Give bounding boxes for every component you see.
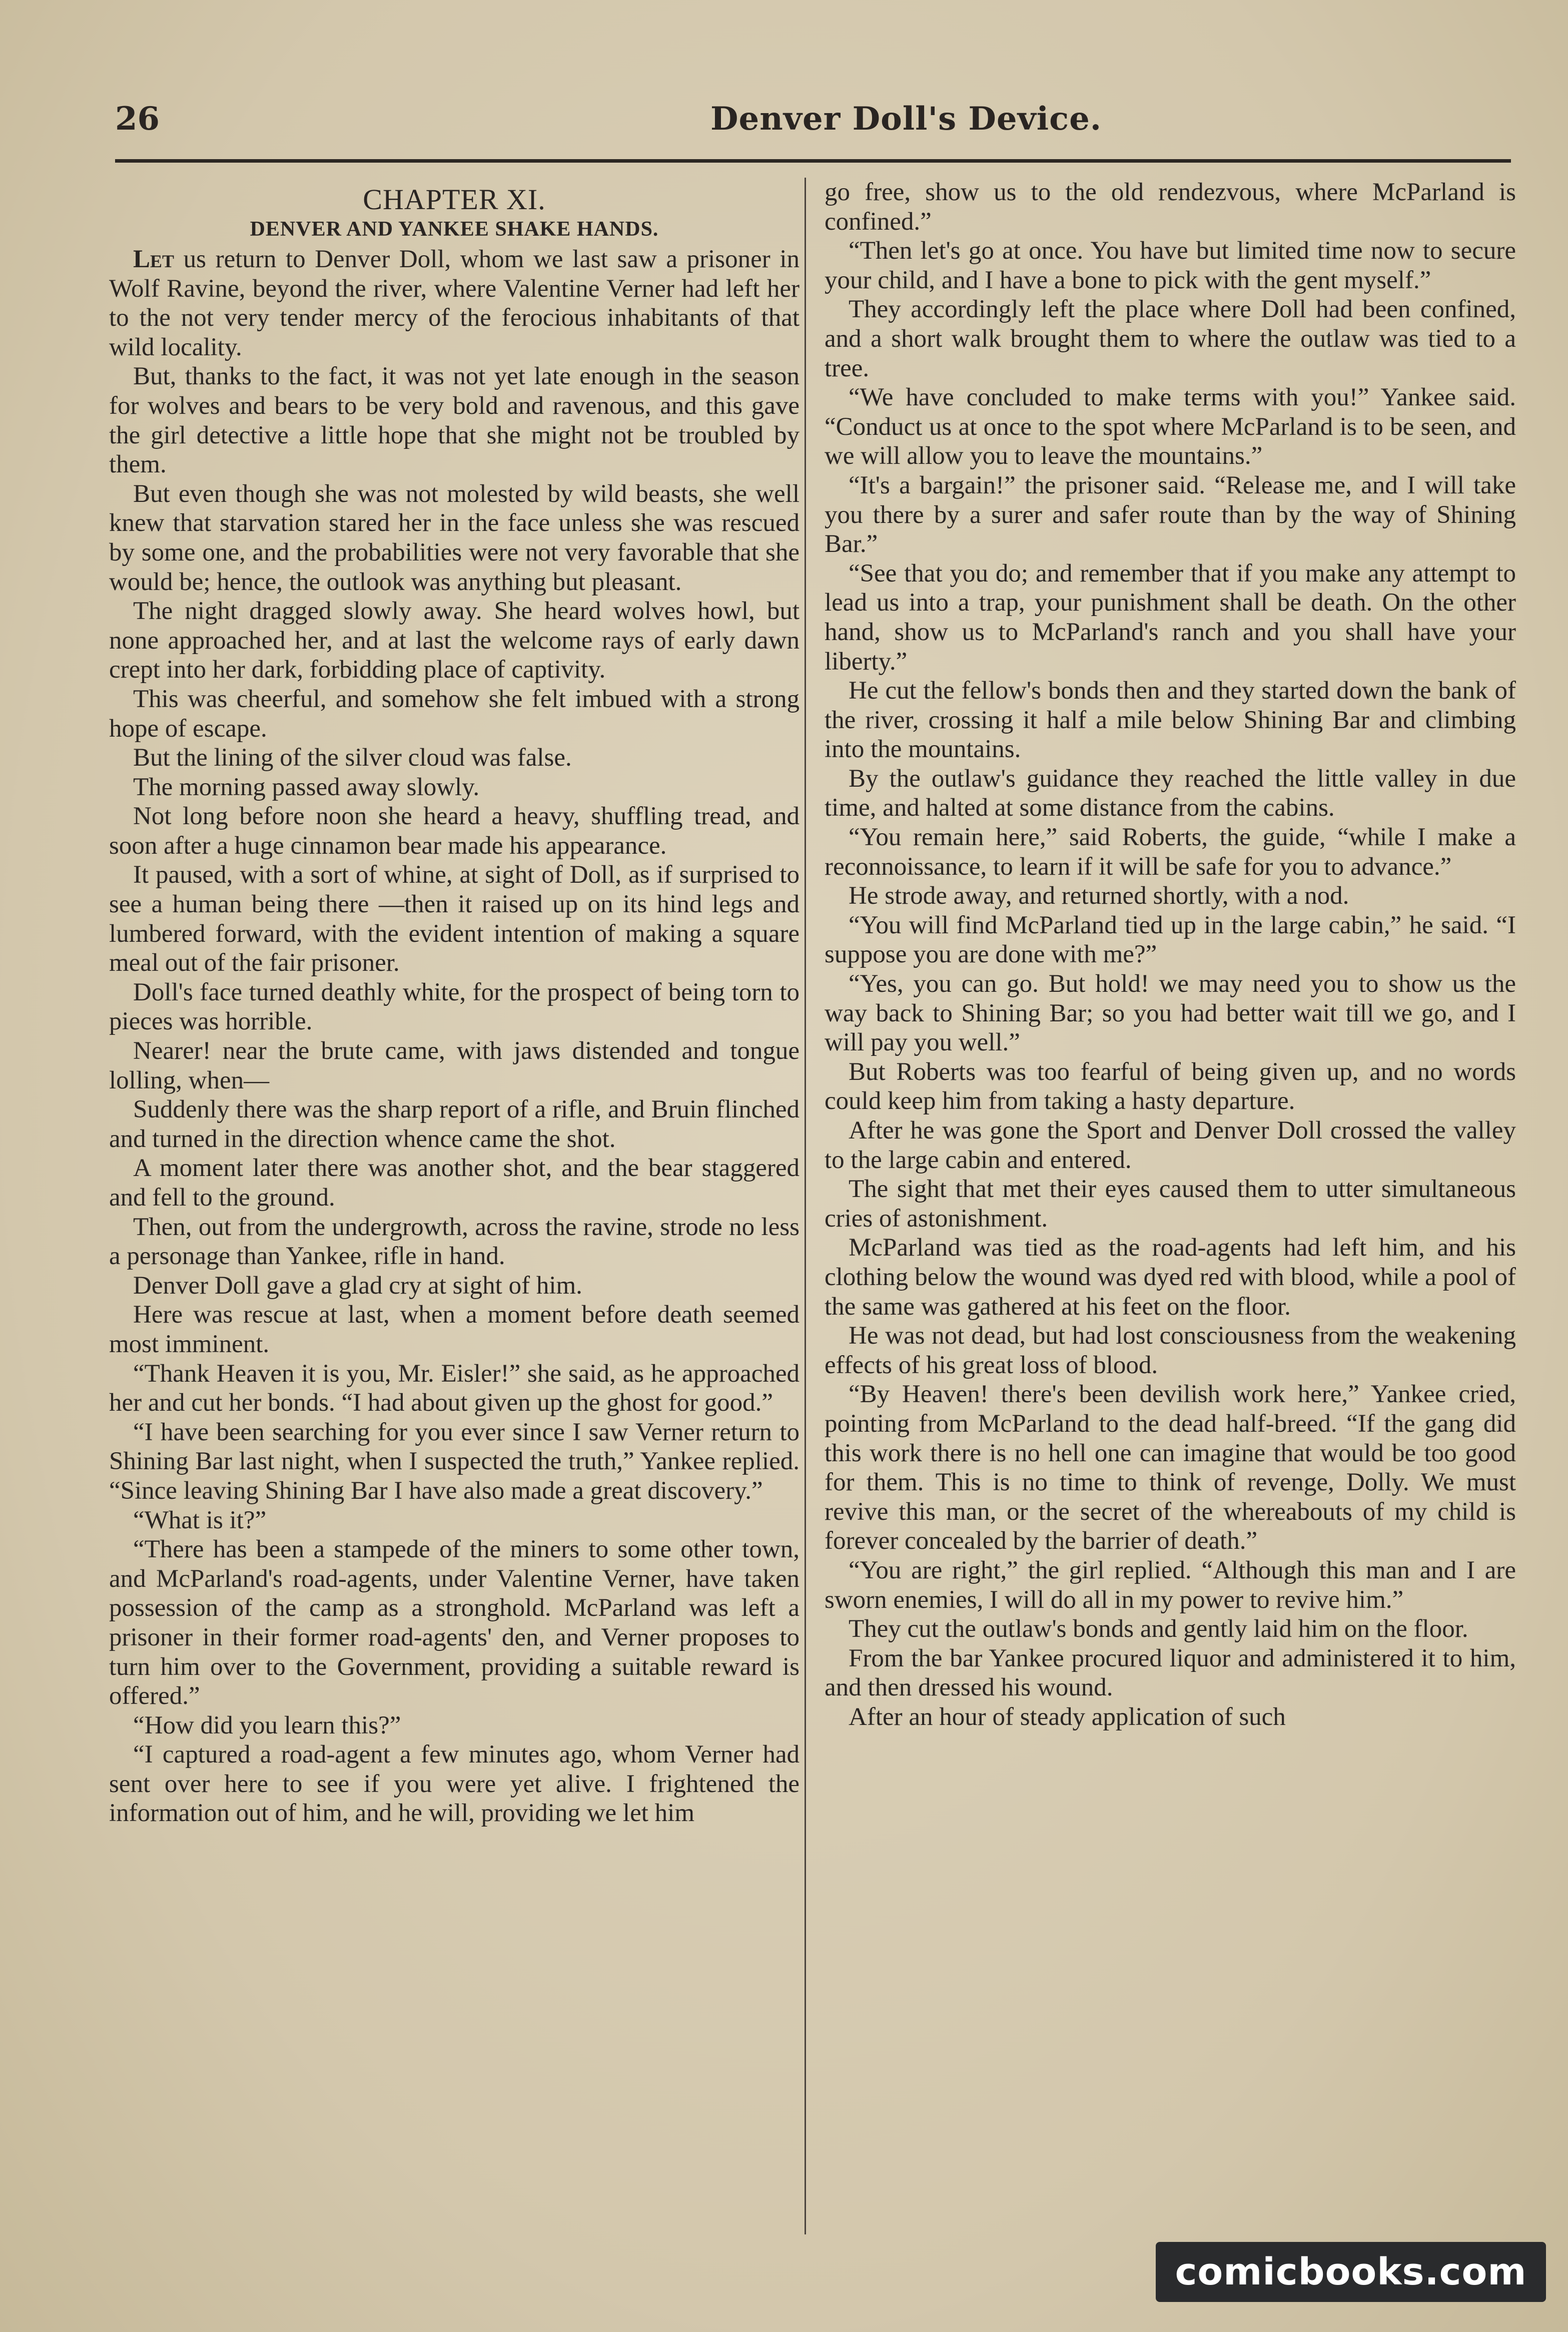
paragraph: After an hour of steady application of such [849,1702,1286,1731]
paragraph: Not long before noon she heard a heavy, shuffling tread, and soon after a huge cinnamon bear made his appearance. [109,802,800,860]
paragraph: “Thank Heaven it is you, Mr. Eisler!” she said, as he approached her and cut her bonds. “I had about given up the ghost for good.” [109,1359,800,1417]
header-rule [115,159,1511,163]
paragraph: Here was rescue at last, when a moment before death seemed most imminent. [109,1301,800,1358]
paragraph: The sight that met their eyes caused them to utter simultaneous cries of astonishment. [825,1175,1516,1233]
column-divider [805,178,806,2234]
page-number: 26 [115,100,160,138]
paragraph: McParland was tied as the road-agents had left him, and his clothing below the wound was dyed red with blood, while a pool of the same was gathered at his feet on the floor. [825,1234,1516,1321]
paragraph: “What is it?” [133,1506,267,1534]
paragraph: They cut the outlaw's bonds and gently laid him on the floor. [849,1615,1468,1643]
paragraph: By the outlaw's guidance they reached the little valley in due time, and halted at some distance from the cabins. [825,764,1516,822]
right-column [825,178,1516,1731]
paragraph: He strode away, and returned shortly, with a nod. [849,882,1349,910]
paragraph: “You are right,” the girl replied. “Although this man and I are sworn enemies, I will do all in my power to revive him.” [825,1556,1516,1614]
paragraph: “We have concluded to make terms with you!” Yankee said. “Conduct us at once to the spot where McParland is to be seen, and we will allow you to leave the mountains.” [825,383,1516,470]
drop-word: Let [133,245,175,273]
paragraph: A moment later there was another shot, and the bear staggered and fell to the ground. [109,1154,800,1212]
paragraph: go free, show us to the old rendezvous, where McParland is confined.” [825,178,1516,236]
paragraph: But even though she was not molested by wild beasts, she well knew that starvation stared her in the face unless she was rescued by some one, and the probabilities were not very favorable that she would be; hence, the outlook was anything but pleasant. [109,479,800,596]
paragraph: Doll's face turned deathly white, for the prospect of being torn to pieces was horrible. [109,978,800,1036]
paragraph: “There has been a stampede of the miners to some other town, and McParland's road-agents, under Valentine Verner, have taken possession of the camp as a stronghold. McParland was left a prisoner in their former road-agents' den, and Verner proposes to turn him over to the Government, providing a suitable reward is offered.” [109,1535,800,1710]
paragraph: The morning passed away slowly. [133,773,480,801]
paragraph: After he was gone the Sport and Denver Doll crossed the valley to the large cabin and entered. [825,1116,1516,1174]
paragraph: Suddenly there was the sharp report of a rifle, and Bruin flinched and turned in the direction whence came the shot. [109,1095,800,1153]
paragraph-text: us return to Denver Doll, whom we last saw a prisoner in Wolf Ravine, beyond the river, where Valentine Verner had left her to the not very tender mercy of the ferocious inhabitants of that wild locality. [109,245,800,361]
paragraph: He cut the fellow's bonds then and they started down the bank of the river, crossing it half a mile below Shining Bar and climbing into the mountains. [825,677,1516,764]
left-column [109,178,800,1828]
paragraph: They accordingly left the place where Doll had been confined, and a short walk brought them to where the outlaw was tied to a tree. [825,295,1516,382]
paragraph: “I have been searching for you ever since I saw Verner return to Shining Bar last night, when I suspected the truth,” Yankee replied. “Since leaving Shining Bar I have also made a great discovery.” [109,1418,800,1505]
watermark-badge: comicbooks.com [1156,2242,1546,2302]
paragraph: “You will find McParland tied up in the large cabin,” he said. “I suppose you are done with me?” [825,911,1516,969]
paragraph: This was cheerful, and somehow she felt imbued with a strong hope of escape. [109,685,800,743]
paragraph: But, thanks to the fact, it was not yet late enough in the season for wolves and bears to be very bold and ravenous, and this gave the girl detective a little hope that she might not be troubled by them. [109,362,800,479]
paragraph: “I captured a road-agent a few minutes ago, whom Verner had sent over here to see if you were yet alive. I frightened the information out of him, and he will, providing we let him [109,1740,800,1828]
paragraph: Nearer! near the brute came, with jaws distended and tongue lolling, when— [109,1037,800,1094]
paragraph: “Yes, you can go. But hold! we may need you to show us the way back to Shining Bar; so you had better wait till we go, and I will pay you well.” [825,970,1516,1057]
paragraph: “Then let's go at once. You have but limited time now to secure your child, and I have a bone to pick with the gent myself.” [825,237,1516,294]
paragraph: “How did you learn this?” [133,1711,401,1739]
paragraph: He was not dead, but had lost consciousness from the weakening effects of his great loss of blood. [825,1322,1516,1379]
paragraph: “It's a bargain!” the prisoner said. “Release me, and I will take you there by a surer and safer route than by the way of Shining Bar.” [825,471,1516,558]
paragraph: It paused, with a sort of whine, at sight of Doll, as if surprised to see a human being there —then it raised up on its hind legs and lumbered forward, with the evident intention of making a square meal out of the fair prisoner. [109,861,800,977]
running-title: Denver Doll's Device. [710,100,1102,138]
page-header [115,100,1506,155]
paragraph: Then, out from the undergrowth, across the ravine, strode no less a personage than Yankee, rifle in hand. [109,1213,800,1271]
paragraph: From the bar Yankee procured liquor and administered it to him, and then dressed his wound. [825,1644,1516,1702]
paragraph: Denver Doll gave a glad cry at sight of him. [133,1271,582,1300]
chapter-title: CHAPTER XI. [363,183,546,216]
paragraph [109,245,800,362]
paragraph: But the lining of the silver cloud was false. [133,744,572,772]
paragraph: “You remain here,” said Roberts, the guide, “while I make a reconnoissance, to learn if it will be safe for you to advance.” [825,823,1516,881]
paragraph: But Roberts was too fearful of being given up, and no words could keep him from taking a hasty departure. [825,1057,1516,1115]
paragraph: The night dragged slowly away. She heard wolves howl, but none approached her, and at last the welcome rays of early dawn crept into her dark, forbidding place of captivity. [109,597,800,684]
paragraph: “By Heaven! there's been devilish work here,” Yankee cried, pointing from McParland to the dead half-breed. “If the gang did this work there is no hell one can imagine that would be too good for them. This is no time to think of revenge, Dolly. We must revive this man, or the secret of the whereabouts of my child is forever concealed by the barrier of death.” [825,1380,1516,1555]
paragraph: “See that you do; and remember that if you make any attempt to lead us into a trap, your punishment shall be death. On the other hand, show us to McParland's ranch and you shall have your liberty.” [825,559,1516,676]
chapter-subtitle: DENVER AND YANKEE SHAKE HANDS. [250,218,659,241]
